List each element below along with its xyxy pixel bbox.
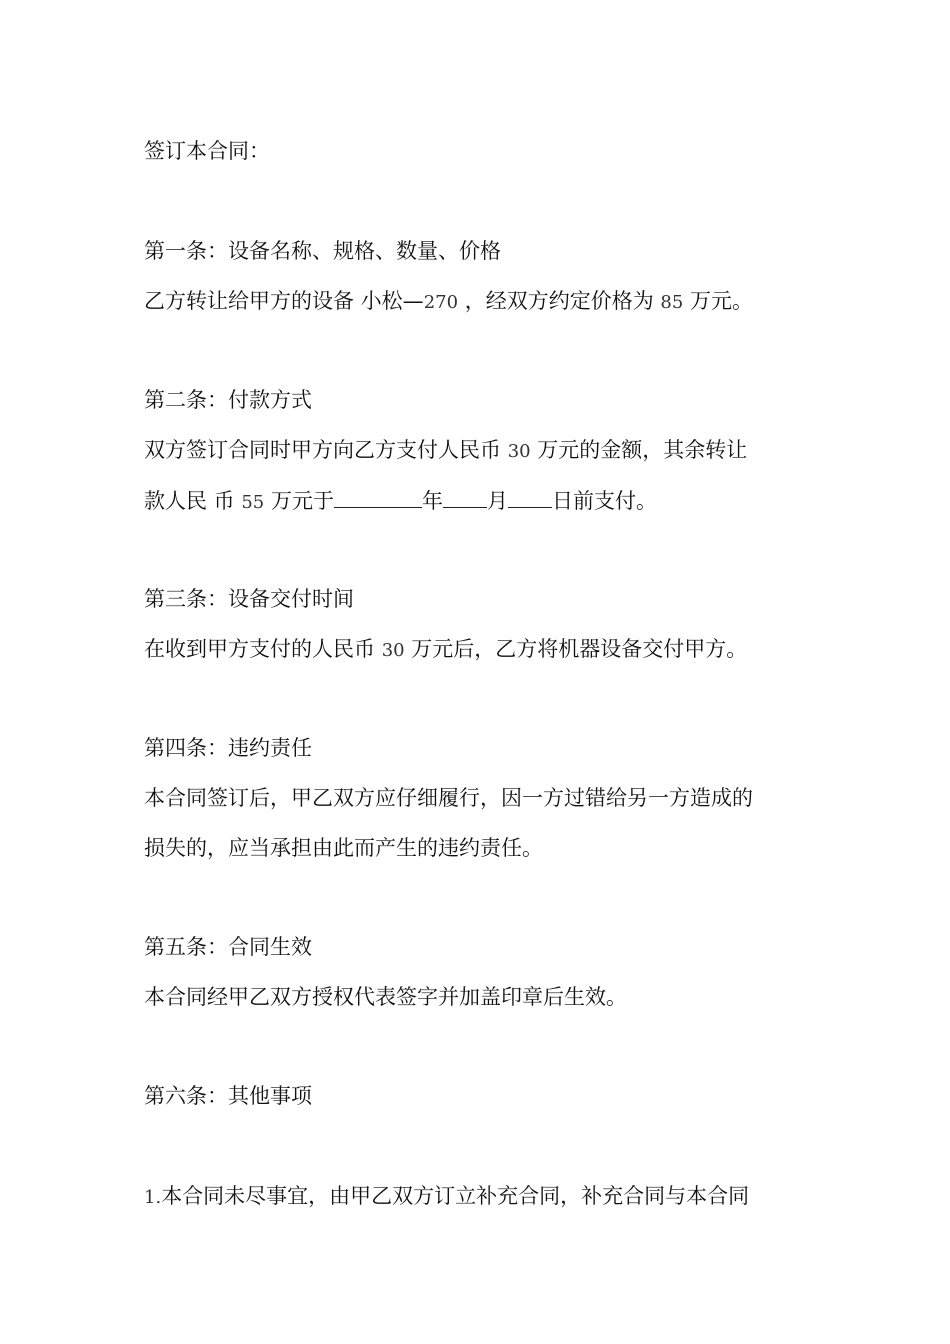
article-6-item-1 [144, 1181, 749, 1213]
month-label: 月 [486, 489, 508, 513]
article-2-line-2-b: 万元于 [264, 489, 334, 513]
article-5-line-1: 本合同经甲乙双方授权代表签字并加盖印章后生效。 [144, 985, 627, 1009]
balance-amount: 55 [241, 492, 265, 513]
article-2-line-1-a: 双方签订合同时甲方向乙方支付人民币 [144, 438, 508, 462]
article-3-text-a: 在收到甲方支付的人民币 [144, 637, 382, 661]
article-1-text-c: 万元。 [683, 289, 753, 313]
month-blank [443, 485, 487, 508]
article-2-line-1-b: 万元的金额，其余转让 [530, 438, 748, 462]
article-2-heading: 第二条：付款方式 [144, 388, 312, 412]
article-3-heading: 第三条：设备交付时间 [144, 587, 354, 611]
article-1-heading: 第一条：设备名称、规格、数量、价格 [144, 239, 501, 263]
article-4-heading: 第四条：违约责任 [144, 736, 312, 760]
article-4-line-2: 损失的，应当承担由此而产生的违约责任。 [144, 836, 543, 860]
year-label: 年 [421, 489, 443, 513]
year-blank [334, 485, 422, 508]
article-1-text-a: 乙方转让给甲方的设备 小松— [144, 289, 424, 313]
item-1-text: 本合同未尽事宜，由甲乙双方订立补充合同，补充合同与本合同 [161, 1184, 750, 1208]
article-3-text-b: 万元后，乙方将机器设备交付甲方。 [404, 637, 748, 661]
article-6-heading: 第六条：其他事项 [144, 1084, 312, 1108]
agreed-price: 85 [660, 292, 684, 313]
article-3-text [144, 634, 747, 666]
day-blank [508, 485, 552, 508]
first-payment-amount: 30 [507, 441, 531, 462]
equipment-model: 270 [423, 292, 459, 313]
article-5-heading: 第五条：合同生效 [144, 935, 312, 959]
day-tail: 日前支付。 [551, 489, 657, 513]
article-2-line-2 [144, 485, 657, 518]
delivery-amount: 30 [381, 640, 405, 661]
item-1-number: 1. [144, 1187, 162, 1208]
intro-line: 签订本合同： [144, 139, 270, 163]
article-2-line-1 [144, 435, 747, 467]
article-1-text-b: ，经双方约定价格为 [458, 289, 661, 313]
article-1-text [144, 286, 753, 318]
article-4-line-1: 本合同签订后，甲乙双方应仔细履行，因一方过错给另一方造成的 [144, 786, 753, 810]
article-2-line-2-a: 款人民 币 [144, 489, 242, 513]
